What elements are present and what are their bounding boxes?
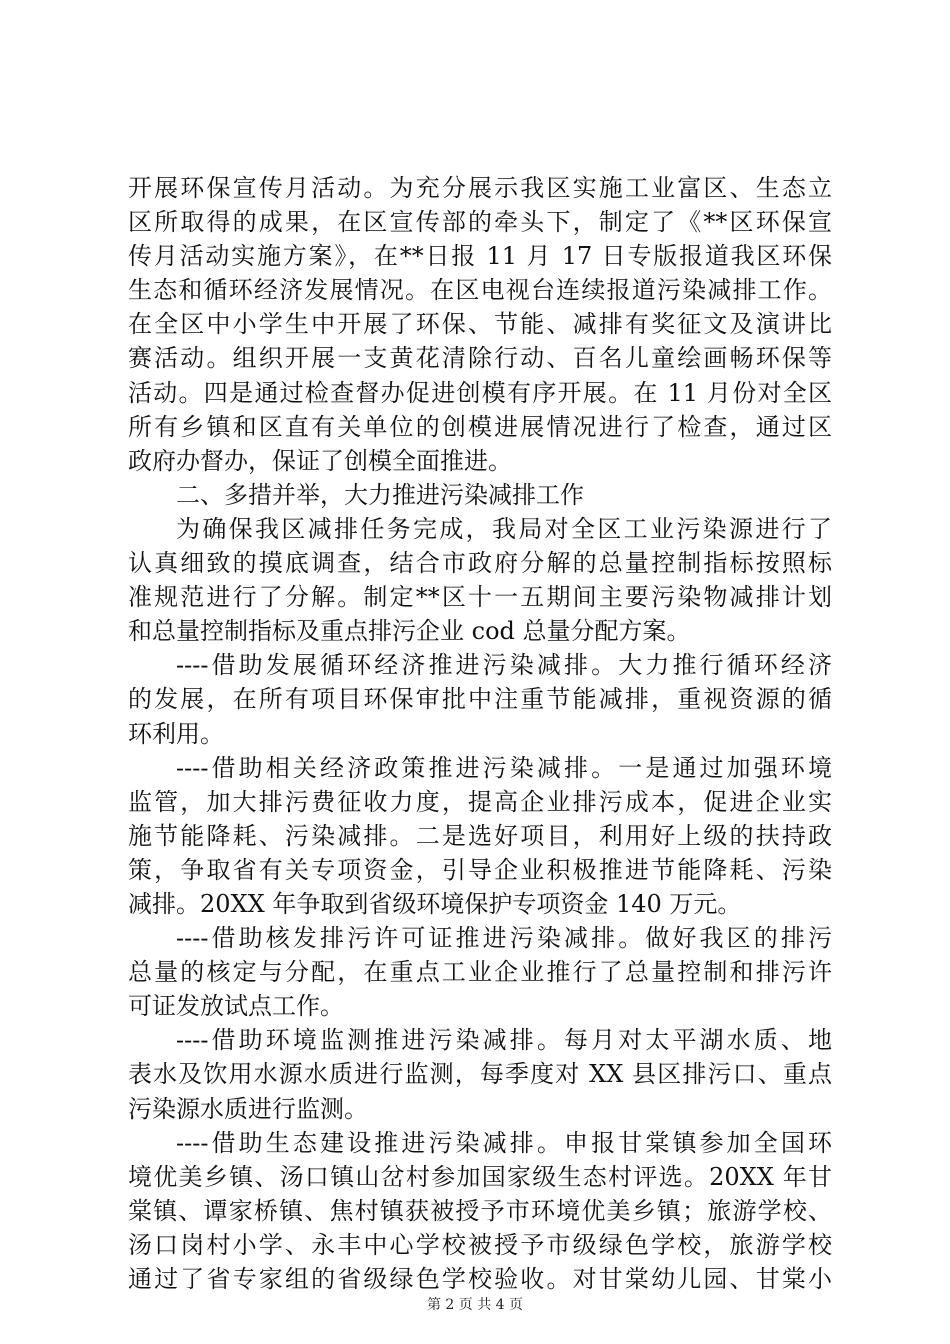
text-line: ----借助相关经济政策推进污染减排。一是通过加强环境 — [176, 753, 832, 782]
text-line: 污染源水质进行监测。 — [128, 1094, 368, 1123]
text-line: 生态和循环经济发展情况。在区电视台连续报道污染减排工作。 — [128, 276, 832, 305]
text-line: ----借助环境监测推进污染减排。每月对太平湖水质、地 — [176, 1026, 832, 1055]
text-line: 施节能降耗、污染减排。二是选好项目，利用好上级的扶持政 — [128, 821, 832, 850]
text-line: ----借助核发排污许可证推进污染减排。做好我区的排污 — [176, 924, 832, 953]
text-line: 和总量控制指标及重点排污企业 cod 总量分配方案。 — [128, 617, 691, 646]
document-body — [128, 171, 832, 1296]
text-line: 区所取得的成果，在区宣传部的牵头下，制定了《**区环保宣 — [128, 208, 832, 237]
text-line: 通过了省专家组的省级绿色学校验收。对甘棠幼儿园、甘棠小 — [128, 1265, 832, 1293]
page-footer: 第 2 页 共 4 页 — [426, 1297, 524, 1313]
text-line: 环利用。 — [128, 719, 224, 748]
text-line: 政府办督办，保证了创模全面推进。 — [128, 446, 512, 475]
text-line: 境优美乡镇、汤口镇山岔村参加国家级生态村评选。20XX 年甘 — [128, 1162, 832, 1191]
text-line: 总量的核定与分配，在重点工业企业推行了总量控制和排污许 — [128, 958, 832, 987]
text-line: 开展环保宣传月活动。为充分展示我区实施工业富区、生态立 — [128, 174, 832, 202]
text-line: 认真细致的摸底调查，结合市政府分解的总量控制指标按照标 — [128, 549, 832, 578]
text-line: 表水及饮用水源水质进行监测，每季度对 XX 县区排污口、重点 — [128, 1060, 832, 1089]
text-line: 棠镇、谭家桥镇、焦村镇获被授予市环境优美乡镇；旅游学校、 — [128, 1196, 832, 1225]
text-line: 为确保我区减排任务完成，我局对全区工业污染源进行了 — [176, 514, 832, 543]
text-line: 的发展，在所有项目环保审批中注重节能减排，重视资源的循 — [128, 685, 832, 714]
text-line: 赛活动。组织开展一支黄花清除行动、百名儿童绘画畅环保等 — [128, 344, 832, 373]
text-line: 可证发放试点工作。 — [128, 992, 344, 1021]
text-line: ----借助发展循环经济推进污染减排。大力推行循环经济 — [176, 651, 832, 680]
text-line: 监管，加大排污费征收力度，提高企业排污成本，促进企业实 — [128, 787, 832, 816]
text-line: 活动。四是通过检查督办促进创模有序开展。在 11 月份对全区 — [128, 378, 832, 407]
text-line: 准规范进行了分解。制定**区十一五期间主要污染物减排计划 — [128, 583, 832, 612]
text-line: ----借助生态建设推进污染减排。申报甘棠镇参加全国环 — [176, 1128, 832, 1157]
text-line: 减排。20XX 年争取到省级环境保护专项资金 140 万元。 — [128, 889, 742, 918]
text-line: 汤口岗村小学、永丰中心学校被授予市级绿色学校，旅游学校 — [128, 1230, 832, 1259]
text-line: 所有乡镇和区直有关单位的创模进展情况进行了检查，通过区 — [128, 412, 832, 441]
text-line: 在全区中小学生中开展了环保、节能、减排有奖征文及演讲比 — [128, 310, 832, 339]
text-line: 策，争取省有关专项资金，引导企业积极推进节能降耗、污染 — [128, 855, 832, 884]
text-line: 二、多措并举，大力推进污染减排工作 — [176, 480, 584, 509]
text-line: 传月活动实施方案》，在**日报 11 月 17 日专版报道我区环保 — [128, 242, 832, 271]
